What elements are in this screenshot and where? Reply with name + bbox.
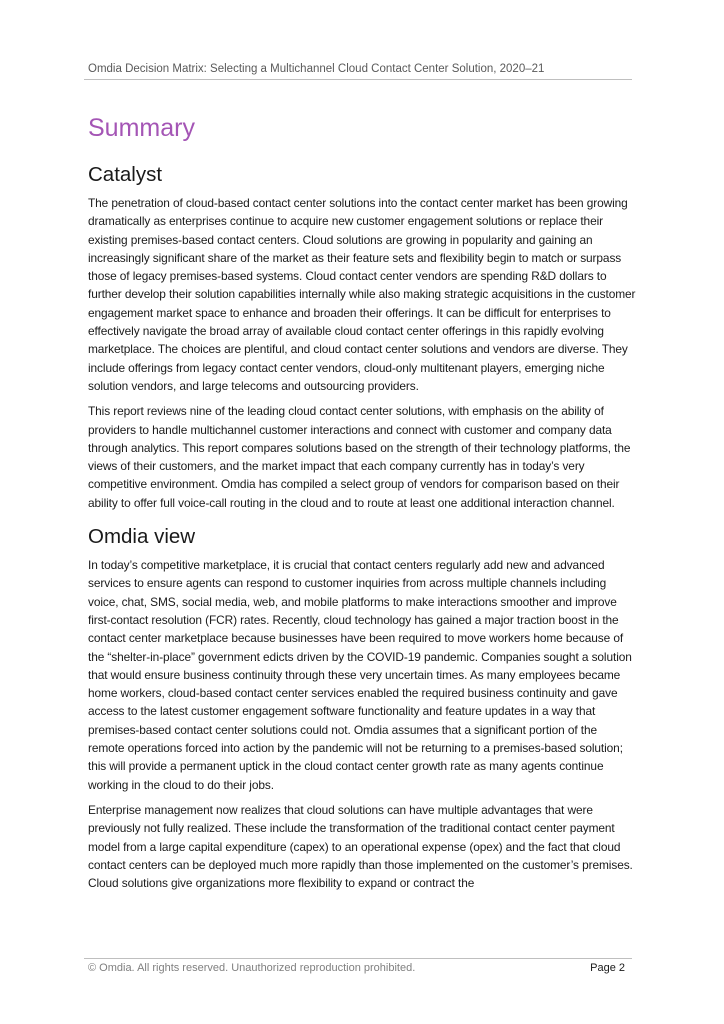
catalyst-paragraph-2: This report reviews nine of the leading cloud contact center solutions, with emphasis on the ability of providers to handle multichannel customer interactions and connect with customer and company data through analytics. This report compares solutions based on the strength of their technology platforms, the views of their customers, and the market impact that each company currently has in today’s very competitive environment. Omdia has compiled a select group of vendors for comparison based on their ability to offer full voice-call routing in the cloud and to route at least one additional interaction channel.: [88, 404, 631, 510]
omdia-view-paragraph-1: In today’s competitive marketplace, it is crucial that contact centers regularly add new and advanced services to ensure agents can respond to customer inquiries from across multiple channels including voice, chat, SMS, social media, web, and mobile platforms to make interactions smoother and improve first-contact resolution (FCR) rates. Recently, cloud technology has gained a major traction boost in the contact center marketplace because businesses have been required to move workers home because of the “shelter-in-place” government edicts driven by the COVID-19 pandemic. Companies sought a solution that would ensure business continuity through these very uncertain times. As many employees became home workers, cloud-based contact center services enabled the required business continuity and gave access to the latest customer engagement software functionality and feature updates in a way that premises-based contact center solutions could not. Omdia assumes that a significant portion of the remote operations forced into action by the pandemic will not be returning to a premises-based solution; this will provide a permanent uptick in the cloud contact center growth rate as many agents continue working in the cloud to do their jobs.: [88, 558, 632, 792]
footer-copyright: © Omdia. All rights reserved. Unauthorized reproduction prohibited.: [88, 962, 416, 974]
catalyst-paragraph-1: The penetration of cloud-based contact center solutions into the contact center market has been growing dramatically as enterprises continue to acquire new customer engagement solutions or replace their existing premises-based contact centers. Cloud solutions are growing in popularity and gaining an increasingly significant share of the market as their feature sets and flexibility begin to match or surpass those of legacy premises-based systems. Cloud contact center vendors are spending R&D dollars to further develop their solution capabilities internally while also making strategic acquisitions in the customer engagement market space to enhance and broaden their offerings. It can be difficult for enterprises to effectively navigate the broad array of available cloud contact center offerings in this rapidly evolving marketplace. The choices are plentiful, and cloud contact center solutions and vendors are diverse. They include offerings from legacy contact center vendors, cloud-only multitenant players, emerging niche solution vendors, and large telecoms and outsourcing providers.: [88, 196, 636, 393]
page-body: [88, 112, 636, 899]
running-header: Omdia Decision Matrix: Selecting a Multichannel Cloud Contact Center Solution, 2020–21: [88, 63, 545, 75]
footer-divider: [84, 958, 632, 959]
subsection-title-omdia-view: Omdia view: [88, 525, 196, 549]
header-divider: [84, 79, 632, 80]
omdia-view-paragraph-2: Enterprise management now realizes that cloud solutions can have multiple advantages that were previously not fully realized. These include the transformation of the traditional contact center payment model from a large capital expenditure (capex) to an operational expense (opex) and the fact that cloud contact centers can be deployed much more rapidly than those implemented on the customer’s premises. Cloud solutions give organizations more flexibility to expand or contract the: [88, 802, 633, 891]
subsection-title-catalyst: Catalyst: [88, 163, 163, 186]
page-number: Page 2: [590, 962, 625, 974]
section-title-summary: Summary: [88, 114, 195, 142]
